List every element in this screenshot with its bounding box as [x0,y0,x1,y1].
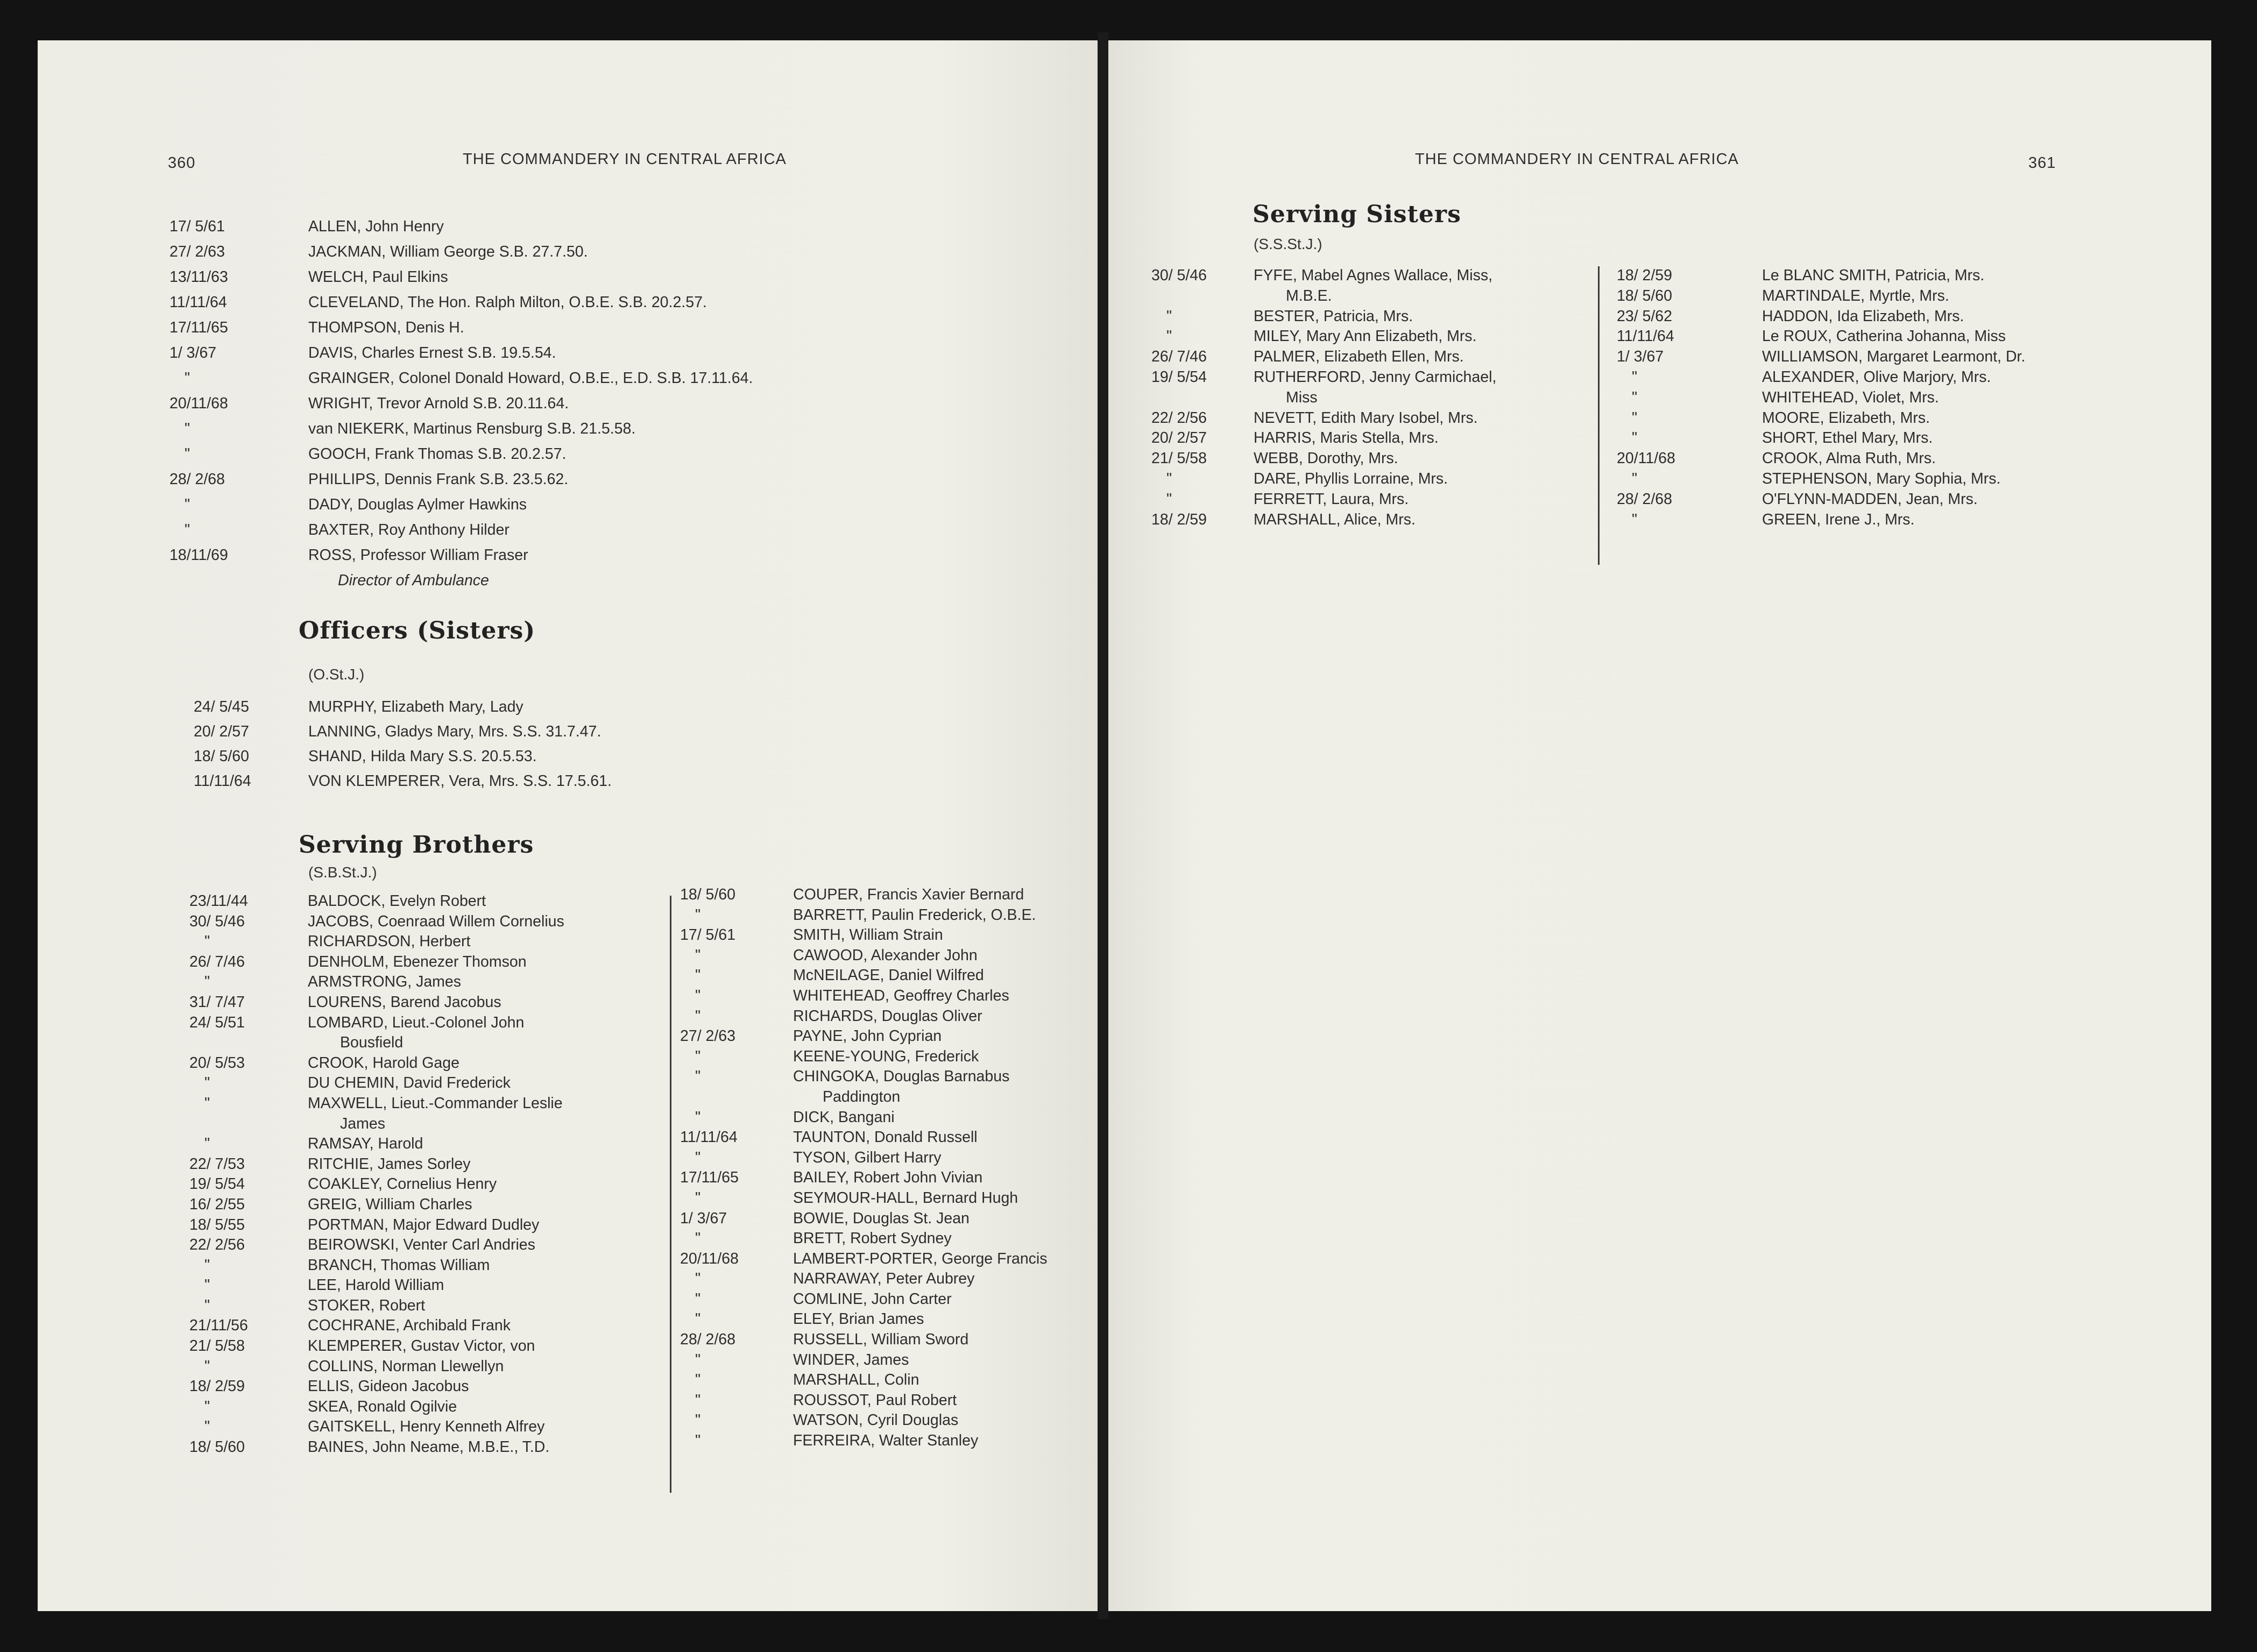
entry-date: 17/11/65 [680,1169,739,1187]
entry-name: HARRIS, Maris Stella, Mrs. [1254,429,1439,447]
officers-abbr: (O.St.J.) [308,666,365,683]
entry-name: RITCHIE, James Sorley [308,1155,471,1173]
entry-name: BRANCH, Thomas William [308,1256,490,1274]
entry-name: BAINES, John Neame, M.B.E., T.D. [308,1438,550,1456]
serving-sisters-heading: Serving Sisters [1253,201,1461,228]
entry-name: DU CHEMIN, David Frederick [308,1074,511,1092]
entry-date: 1/ 3/67 [1617,348,1664,366]
entry-name: COUPER, Francis Xavier Bernard [793,886,1024,903]
entry-name: NARRAWAY, Peter Aubrey [793,1270,975,1288]
entry-date: " [1166,470,1172,487]
entry-name: PORTMAN, Major Edward Dudley [308,1216,540,1233]
entry-name: COLLINS, Norman Llewellyn [308,1357,504,1375]
entry-name: WATSON, Cyril Douglas [793,1412,959,1429]
entry-date: " [695,1007,701,1025]
entry-date: " [185,445,190,463]
running-head-left: THE COMMANDERY IN CENTRAL AFRICA [463,151,787,168]
entry-name: DENHOLM, Ebenezer Thomson [308,953,527,970]
entry-date: 17/ 5/61 [680,926,736,944]
entry-date: 19/ 5/54 [1151,368,1207,386]
entry-name: THOMPSON, Denis H. [308,319,464,336]
entry-date: 18/ 5/60 [189,1438,245,1456]
entry-name: MARSHALL, Alice, Mrs. [1254,511,1416,528]
entry-date: " [204,1296,210,1314]
entry-name: MAXWELL, Lieut.-Commander Leslie [308,1094,563,1112]
entry-date: " [695,1351,701,1369]
entry-name: RICHARDSON, Herbert [308,933,471,951]
entry-date: 17/11/65 [169,319,228,336]
entry-name: BALDOCK, Evelyn Robert [308,892,486,910]
entry-date: " [204,973,210,991]
entry-date: 18/ 5/60 [194,748,250,765]
entry-name: LOMBARD, Lieut.-Colonel John [308,1013,525,1031]
entry-name: Paddington [823,1088,901,1105]
left-page [38,40,1098,1611]
entry-name: ARMSTRONG, James [308,973,462,991]
entry-name: ELEY, Brian James [793,1310,924,1328]
brothers-abbr: (S.B.St.J.) [308,864,377,881]
entry-date: 18/ 2/59 [1151,511,1207,528]
entry-name: MURPHY, Elizabeth Mary, Lady [308,698,523,715]
entry-date: " [1632,368,1638,386]
entry-date: " [695,967,701,984]
entry-name: GRAINGER, Colonel Donald Howard, O.B.E., E.D. S.B. 17.11.64. [308,370,753,387]
entry-name: M.B.E. [1286,287,1332,304]
page-number-right: 361 [2028,154,2056,172]
entry-name: O'FLYNN-MADDEN, Jean, Mrs. [1762,490,1978,508]
entry-name: Director of Ambulance [338,572,489,589]
entry-date: 22/ 7/53 [189,1155,245,1173]
entry-name: SEYMOUR-HALL, Bernard Hugh [793,1189,1018,1207]
entry-date: 31/ 7/47 [189,993,245,1011]
entry-name: WILLIAMSON, Margaret Learmont, Dr. [1762,348,2026,366]
book-spine [1098,32,1108,1619]
entry-name: COCHRANE, Archibald Frank [308,1317,511,1335]
entry-date: 18/ 2/59 [1617,267,1673,284]
entry-date: 16/ 2/55 [189,1195,245,1213]
entry-name: WELCH, Paul Elkins [308,268,448,286]
entry-name: Le BLANC SMITH, Patricia, Mrs. [1762,267,1985,284]
entry-name: CROOK, Alma Ruth, Mrs. [1762,450,1936,467]
entry-date: 18/ 5/55 [189,1216,245,1233]
entry-name: FYFE, Mabel Agnes Wallace, Miss, [1254,267,1493,284]
entry-date: 27/ 2/63 [680,1027,736,1045]
entry-date: " [185,496,190,513]
entry-name: BAXTER, Roy Anthony Hilder [308,521,510,538]
entry-name: GREEN, Irene J., Mrs. [1762,511,1915,528]
entry-name: SHORT, Ethel Mary, Mrs. [1762,429,1933,447]
serving-brothers-heading: Serving Brothers [299,831,534,859]
entry-name: TYSON, Gilbert Harry [793,1148,942,1166]
entry-name: FERRETT, Laura, Mrs. [1254,490,1409,508]
entry-date: " [204,1094,210,1112]
entry-name: ALEXANDER, Olive Marjory, Mrs. [1762,368,1991,386]
entry-date: 20/ 2/57 [194,723,250,740]
entry-date: 28/ 2/68 [680,1331,736,1349]
entry-name: MOORE, Elizabeth, Mrs. [1762,409,1930,427]
entry-name: CLEVELAND, The Hon. Ralph Milton, O.B.E. S.B. 20.2.57. [308,294,707,311]
entry-date: 20/11/68 [680,1250,739,1267]
running-head-right: THE COMMANDERY IN CENTRAL AFRICA [1415,151,1739,168]
entry-date: 19/ 5/54 [189,1175,245,1193]
entry-name: GOOCH, Frank Thomas S.B. 20.2.57. [308,445,567,463]
entry-name: FERREIRA, Walter Stanley [793,1432,979,1450]
entry-name: BRETT, Robert Sydney [793,1230,952,1247]
entry-name: LAMBERT-PORTER, George Francis [793,1250,1048,1267]
entry-date: " [204,1398,210,1415]
entry-date: " [204,1135,210,1153]
entry-date: 28/ 2/68 [1617,490,1673,508]
entry-name: WRIGHT, Trevor Arnold S.B. 20.11.64. [308,395,569,412]
entry-name: PHILLIPS, Dennis Frank S.B. 23.5.62. [308,471,569,488]
entry-date: 24/ 5/51 [189,1013,245,1031]
entry-date: " [695,1047,701,1065]
entry-name: BARRETT, Paulin Frederick, O.B.E. [793,906,1036,924]
entry-date: " [1632,388,1638,406]
entry-name: SMITH, William Strain [793,926,943,944]
entry-date: " [695,1391,701,1409]
entry-name: WINDER, James [793,1351,909,1369]
entry-date: " [185,521,190,538]
entry-date: 18/ 5/60 [680,886,736,903]
entry-name: MILEY, Mary Ann Elizabeth, Mrs. [1254,328,1477,345]
entry-date: 28/ 2/68 [169,471,225,488]
entry-date: " [695,1068,701,1086]
entry-name: WHITEHEAD, Violet, Mrs. [1762,388,1939,406]
entry-date: " [185,420,190,437]
entry-name: DAVIS, Charles Ernest S.B. 19.5.54. [308,344,556,361]
entry-name: JACKMAN, William George S.B. 27.7.50. [308,243,588,260]
entry-name: LOURENS, Barend Jacobus [308,993,501,1011]
entry-name: James [340,1115,385,1132]
entry-name: CAWOOD, Alexander John [793,946,978,964]
entry-name: KEENE-YOUNG, Frederick [793,1047,979,1065]
entry-date: " [204,1357,210,1375]
entry-date: " [695,1270,701,1288]
entry-name: ELLIS, Gideon Jacobus [308,1378,469,1395]
entry-date: " [695,1290,701,1308]
entry-name: KLEMPERER, Gustav Victor, von [308,1337,535,1355]
entry-date: " [204,1277,210,1294]
entry-date: 23/11/44 [189,892,248,910]
entry-name: PALMER, Elizabeth Ellen, Mrs. [1254,348,1464,366]
entry-name: SHAND, Hilda Mary S.S. 20.5.53. [308,748,537,765]
entry-date: 20/11/68 [1617,450,1675,467]
entry-name: RICHARDS, Douglas Oliver [793,1007,982,1025]
entry-date: " [1166,490,1172,508]
entry-date: 1/ 3/67 [680,1209,727,1227]
entry-date: " [204,1074,210,1092]
entry-date: " [695,1108,701,1126]
entry-name: GAITSKELL, Henry Kenneth Alfrey [308,1418,545,1436]
entry-date: " [204,1418,210,1436]
entry-name: ROSS, Professor William Fraser [308,547,528,564]
entry-name: DADY, Douglas Aylmer Hawkins [308,496,527,513]
entry-name: NEVETT, Edith Mary Isobel, Mrs. [1254,409,1478,427]
entry-name: BOWIE, Douglas St. Jean [793,1209,970,1227]
entry-date: 20/ 5/53 [189,1054,245,1072]
entry-date: " [695,946,701,964]
entry-name: ROUSSOT, Paul Robert [793,1391,957,1409]
entry-name: LEE, Harold William [308,1277,444,1294]
entry-date: 11/11/64 [680,1129,738,1146]
entry-date: 24/ 5/45 [194,698,250,715]
entry-date: " [204,933,210,951]
entry-date: " [1632,429,1638,447]
entry-date: 21/ 5/58 [189,1337,245,1355]
entry-name: RUSSELL, William Sword [793,1331,969,1349]
entry-date: 21/ 5/58 [1151,450,1207,467]
entry-name: DARE, Phyllis Lorraine, Mrs. [1254,470,1448,487]
page-number-left: 360 [168,154,196,172]
entry-name: TAUNTON, Donald Russell [793,1129,978,1146]
entry-date: 20/ 2/57 [1151,429,1207,447]
entry-name: PAYNE, John Cyprian [793,1027,942,1045]
entry-name: STEPHENSON, Mary Sophia, Mrs. [1762,470,2001,487]
entry-date: 30/ 5/46 [189,912,245,930]
entry-date: 11/11/64 [194,772,251,790]
entry-date: 18/11/69 [169,547,228,564]
entry-date: " [695,906,701,924]
entry-date: 20/11/68 [169,395,228,412]
entry-name: GREIG, William Charles [308,1195,472,1213]
sisters-abbr: (S.S.St.J.) [1254,236,1322,252]
entry-date: " [204,1256,210,1274]
entry-name: COAKLEY, Cornelius Henry [308,1175,497,1193]
entry-date: " [695,1432,701,1450]
entry-date: 18/ 2/59 [189,1378,245,1395]
entry-name: MARSHALL, Colin [793,1371,919,1389]
entry-name: Miss [1286,388,1318,406]
entry-date: " [1166,307,1172,325]
entry-name: JACOBS, Coenraad Willem Cornelius [308,912,564,930]
entry-name: COMLINE, John Carter [793,1290,952,1308]
entry-name: CROOK, Harold Gage [308,1054,459,1072]
entry-date: 21/11/56 [189,1317,248,1335]
entry-date: 1/ 3/67 [169,344,217,361]
entry-name: BAILEY, Robert John Vivian [793,1169,983,1187]
entry-name: RAMSAY, Harold [308,1135,423,1153]
entry-date: 13/11/63 [169,268,228,286]
entry-name: STOKER, Robert [308,1296,426,1314]
entry-date: 26/ 7/46 [1151,348,1207,366]
entry-date: 18/ 5/60 [1617,287,1673,304]
entry-date: " [695,1230,701,1247]
entry-date: " [695,1148,701,1166]
entry-name: McNEILAGE, Daniel Wilfred [793,967,984,984]
entry-name: ALLEN, John Henry [308,218,444,235]
entry-name: WHITEHEAD, Geoffrey Charles [793,987,1009,1004]
entry-name: CHINGOKA, Douglas Barnabus [793,1068,1010,1086]
entry-date: 27/ 2/63 [169,243,225,260]
entry-date: " [695,1310,701,1328]
entry-date: 22/ 2/56 [1151,409,1207,427]
entry-date: " [185,370,190,387]
entry-date: " [1632,511,1638,528]
entry-date: " [1166,328,1172,345]
entry-name: BESTER, Patricia, Mrs. [1254,307,1413,325]
entry-date: " [1632,409,1638,427]
column-divider [670,896,671,1493]
right-page [1108,40,2211,1611]
entry-name: Le ROUX, Catherina Johanna, Miss [1762,328,2006,345]
entry-name: MARTINDALE, Myrtle, Mrs. [1762,287,1949,304]
entry-date: " [695,987,701,1004]
entry-name: WEBB, Dorothy, Mrs. [1254,450,1398,467]
entry-date: 30/ 5/46 [1151,267,1207,284]
sisters-column-divider [1598,266,1600,565]
entry-name: van NIEKERK, Martinus Rensburg S.B. 21.5.58. [308,420,636,437]
entry-name: RUTHERFORD, Jenny Carmichael, [1254,368,1497,386]
entry-name: VON KLEMPERER, Vera, Mrs. S.S. 17.5.61. [308,772,612,790]
entry-date: 26/ 7/46 [189,953,245,970]
entry-date: " [1632,470,1638,487]
entry-name: BEIROWSKI, Venter Carl Andries [308,1236,535,1254]
entry-date: 11/11/64 [1617,328,1674,345]
entry-date: " [695,1189,701,1207]
entry-date: " [695,1371,701,1389]
entry-date: 23/ 5/62 [1617,307,1673,325]
entry-date: " [695,1412,701,1429]
officers-sisters-heading: Officers (Sisters) [299,617,536,644]
entry-name: HADDON, Ida Elizabeth, Mrs. [1762,307,1964,325]
entry-date: 17/ 5/61 [169,218,225,235]
entry-name: SKEA, Ronald Ogilvie [308,1398,457,1415]
entry-name: DICK, Bangani [793,1108,895,1126]
entry-date: 11/11/64 [169,294,227,311]
entry-date: 22/ 2/56 [189,1236,245,1254]
entry-name: Bousfield [340,1034,404,1052]
entry-name: LANNING, Gladys Mary, Mrs. S.S. 31.7.47. [308,723,602,740]
